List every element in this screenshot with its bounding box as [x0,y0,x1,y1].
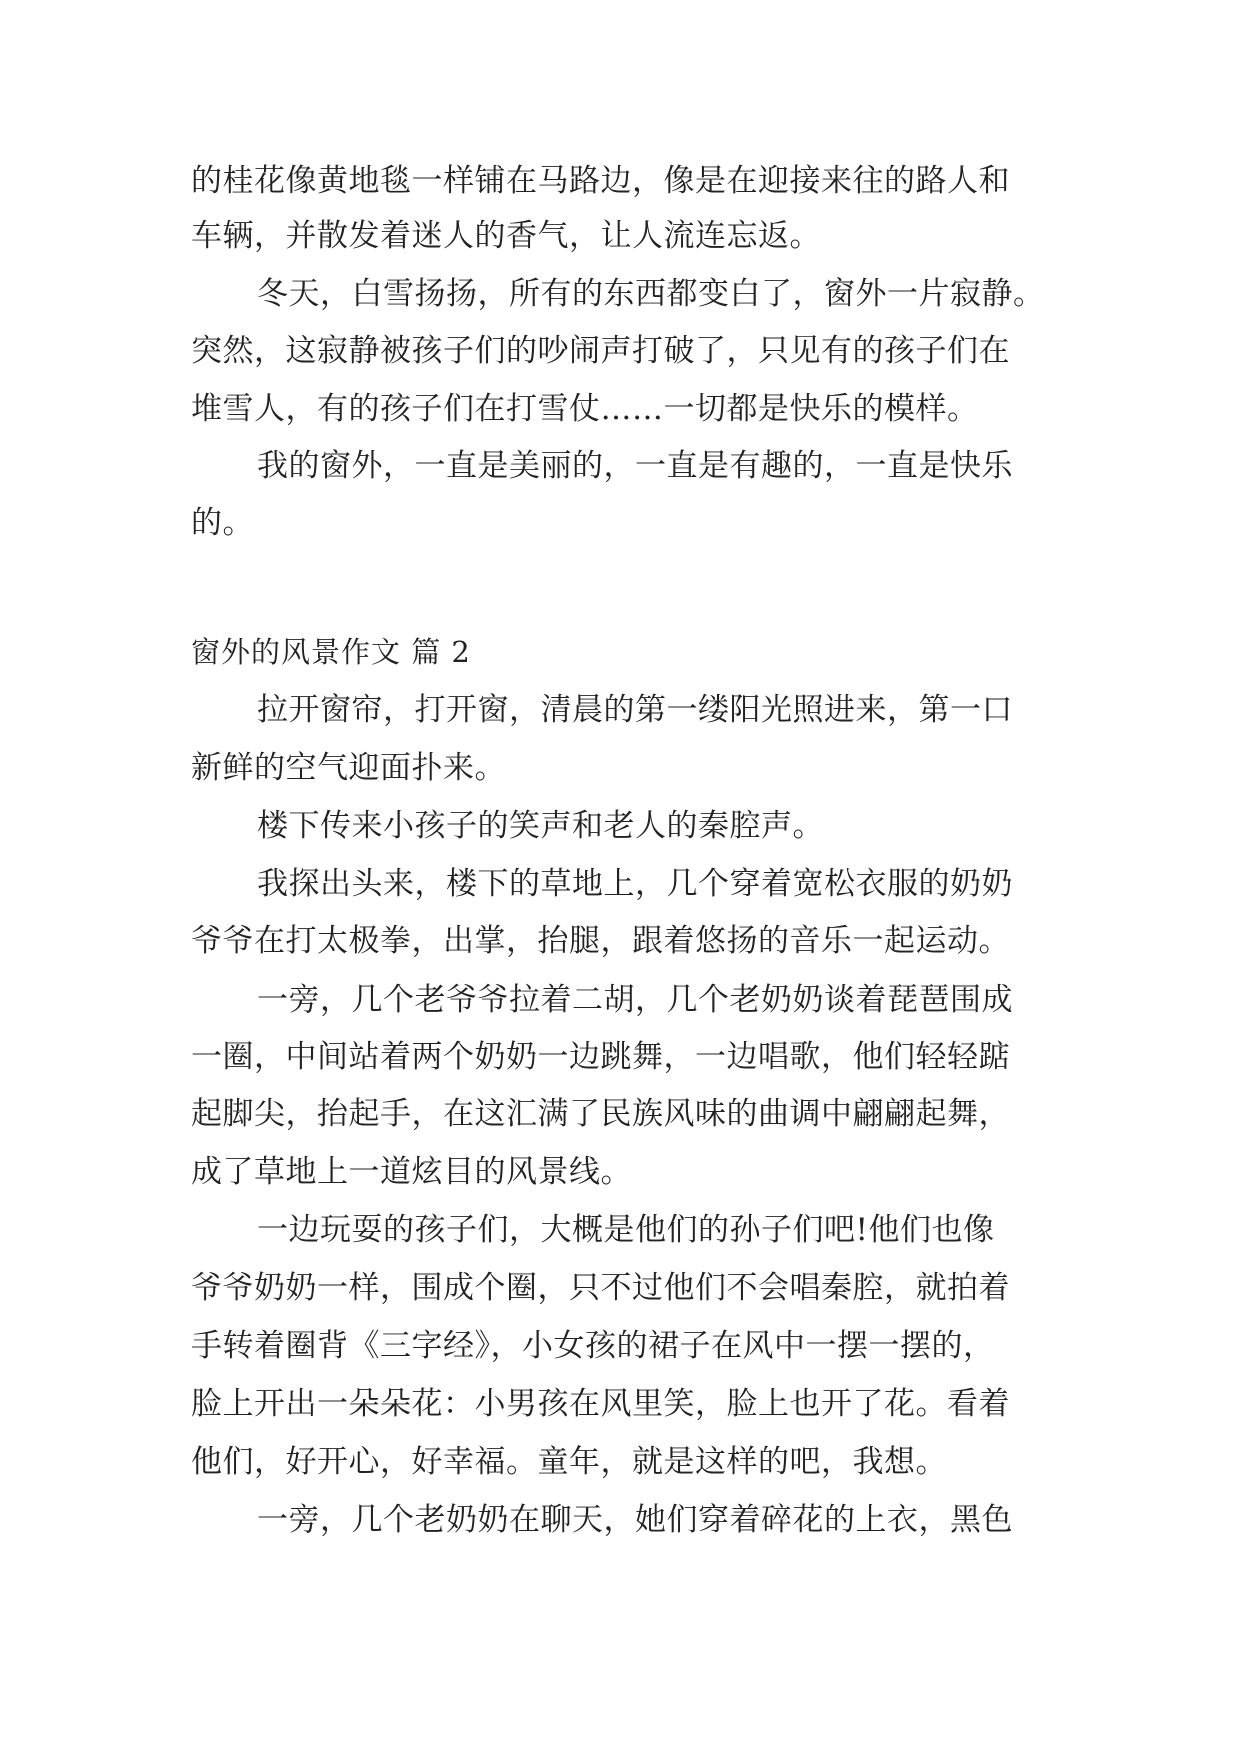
paragraph-line: 一边玩耍的孩子们，大概是他们的孙子们吧!他们也像 [257,1212,995,1248]
paragraph-line: 一圈，中间站着两个奶奶一边跳舞，一边唱歌，他们轻轻踮 [191,1039,1010,1075]
paragraph-line: 爷爷在打太极拳，出掌，抬腿，跟着悠扬的音乐一起运动。 [191,923,1010,959]
section-title: 窗外的风景作文 篇 2 [191,635,471,669]
paragraph-line: 的。 [191,505,254,541]
paragraph-line: 爷爷奶奶一样，围成个圈，只不过他们不会唱秦腔，就拍着 [191,1270,1010,1306]
paragraph-line: 成了草地上一道炫目的风景线。 [191,1154,632,1190]
paragraph-line: 楼下传来小孩子的笑声和老人的秦腔声。 [257,808,824,844]
paragraph-line: 手转着圈背《三字经》，小女孩的裙子在风中一摆一摆的， [191,1328,995,1364]
paragraph-line: 我探出头来，楼下的草地上，几个穿着宽松衣服的奶奶 [257,866,1013,902]
paragraph-line: 冬天，白雪扬扬，所有的东西都变白了，窗外一片寂静。 [257,276,1045,312]
paragraph-line: 的桂花像黄地毯一样铺在马路边，像是在迎接来往的路人和 [191,163,1010,199]
paragraph-line: 拉开窗帘，打开窗，清晨的第一缕阳光照进来，第一口 [257,692,1013,728]
paragraph-line: 起脚尖，抬起手，在这汇满了民族风味的曲调中翩翩起舞， [191,1096,1010,1132]
paragraph-line: 车辆，并散发着迷人的香气，让人流连忘返。 [191,218,821,254]
paragraph-line: 一旁，几个老爷爷拉着二胡，几个老奶奶谈着琵琶围成 [257,982,1013,1018]
paragraph-line: 脸上开出一朵朵花：小男孩在风里笑，脸上也开了花。看着 [191,1386,1010,1422]
paragraph-line: 我的窗外，一直是美丽的，一直是有趣的，一直是快乐 [257,448,1013,484]
paragraph-line: 一旁，几个老奶奶在聊天，她们穿着碎花的上衣，黑色 [257,1502,1013,1538]
paragraph-line: 他们，好开心，好幸福。童年，就是这样的吧，我想。 [191,1444,947,1480]
paragraph-line: 堆雪人，有的孩子们在打雪仗……一切都是快乐的模样。 [191,391,979,427]
paragraph-line: 突然，这寂静被孩子们的吵闹声打破了，只见有的孩子们在 [191,333,1010,369]
paragraph-line: 新鲜的空气迎面扑来。 [191,750,506,786]
